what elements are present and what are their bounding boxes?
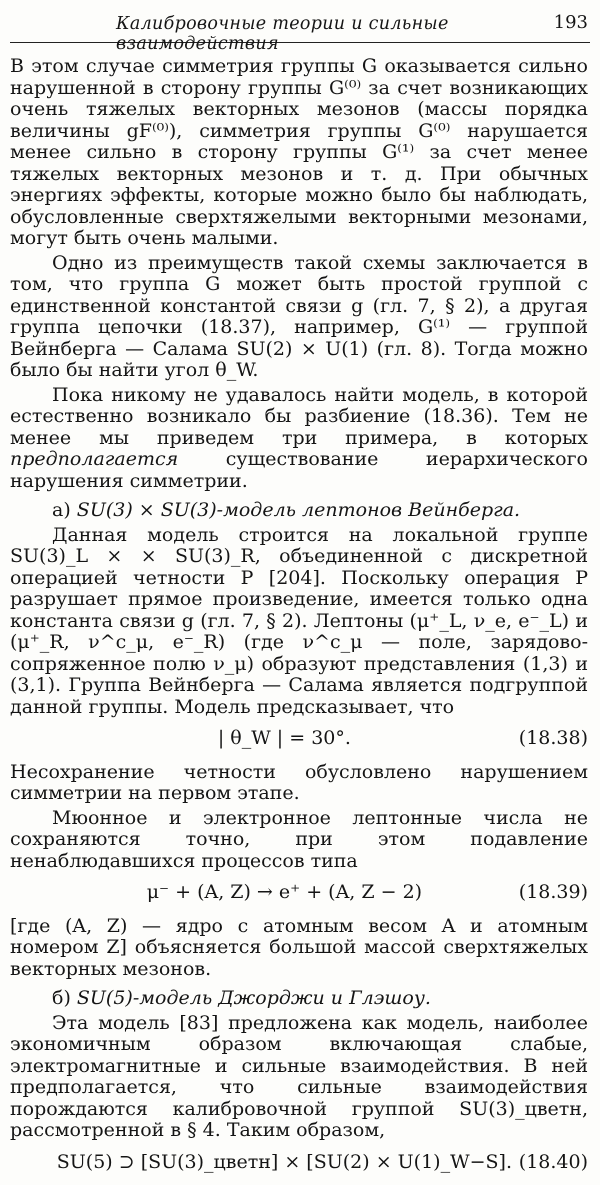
paragraph-5: Несохранение четности обусловлено нарушением симметрии на первом этапе. — [10, 760, 588, 804]
equation-expression: μ⁻ + (A, Z) → e⁺ + (A, Z − 2) — [146, 881, 423, 903]
paragraph-3-emphasis: предполагается — [10, 448, 179, 470]
equation-number: (18.40) — [518, 1150, 588, 1173]
paragraph-6: Мюонное и электронное лептонные числа не сохраняются точно, при этом подавление ненаблюдавшихся процессов типа — [10, 806, 588, 872]
paragraph-2: Одно из преимуществ такой схемы заключается в том, что группа G может быть простой группой с единственной константой связи g (гл. 7, § 2), а другая группа цепочки (18.37), например, G⁽¹⁾ — группой Вейнберга — Салама SU(2) × U(1) (гл. 8). Тогда можно было бы найти угол θ_W. — [10, 251, 588, 381]
body-text — [10, 56, 588, 1185]
equation-number: (18.39) — [518, 881, 588, 903]
equation-18-38 — [10, 728, 588, 750]
section-b-heading — [10, 988, 588, 1010]
paragraph-1: В этом случае симметрия группы G оказывается сильно нарушенной в сторону группы G⁽⁰⁾ за счет возникающих очень тяжелых векторных мезонов (массы порядка величины gF⁽⁰⁾), симметрия группы G⁽⁰⁾ нарушается менее сильно в сторону группы G⁽¹⁾ за счет менее тяжелых векторных мезонов и т. д. При обычных энергиях эффекты, которые можно было бы наблюдать, обусловленные сверхтяжелыми векторными мезонами, могут быть очень малыми. — [10, 55, 588, 249]
equation-expression: SU(5) ⊃ [SU(3)_цветн] × [SU(2) × U(1)_W−S]. — [56, 1150, 513, 1173]
section-b-marker: б) — [52, 987, 71, 1009]
paragraph-7: [где (A, Z) — ядро с атомным весом A и атомным номером Z] объясняется большой массой сверхтяжелых векторных мезонов. — [10, 914, 588, 980]
paragraph-4: Данная модель строится на локальной группе SU(3)_L × × SU(3)_R, объединенной с дискретной операцией четности P [204]. Поскольку операция P разрушает прямое произведение, имеется только одна константа связи g (гл. 7, § 2). Лептоны (μ⁺_L, ν_e, e⁻_L) и (μ⁺_R, ν^c_μ, e⁻_R) (где ν^c_μ — поле, зарядово-сопряженное полю ν_μ) образуют представления (1,3) и (3,1). Группа Вейнберга — Салама является подгруппой данной группы. Модель предсказывает, что — [10, 523, 588, 718]
paragraph-3-text-a: Пока никому не удавалось найти модель, в которой естественно возникало бы разбиение (18.36). Тем не менее мы приведем три примера, в которых — [10, 383, 588, 449]
section-a-marker: а) — [52, 499, 71, 521]
equation-18-39 — [10, 882, 588, 904]
section-a-title: SU(3) × SU(3)-модель лептонов Вейнберга. — [76, 499, 521, 521]
section-a-heading — [10, 500, 588, 522]
equation-expression: | θ_W | = 30°. — [217, 727, 351, 749]
paragraph-3-text-b: существование иерархического нарушения симметрии. — [10, 448, 588, 492]
page-number: 193 — [553, 12, 588, 33]
page-header — [10, 4, 590, 54]
paragraph-3 — [10, 385, 588, 493]
running-title: Калибровочные теории и сильные взаимодействия — [116, 14, 449, 54]
section-b-title: SU(5)-модель Джорджи и Глэшоу. — [76, 987, 431, 1009]
paragraph-8: Эта модель [83] предложена как модель, наиболее экономичным образом включающая слабые, электромагнитные и сильные взаимодействия. В ней предполагается, что сильные взаимодействия порождаются калибровочной группой SU(3)_цветн, рассмотренной в § 4. Таким образом, — [10, 1011, 588, 1141]
equation-number: (18.38) — [518, 727, 588, 749]
equation-18-40 — [10, 1152, 588, 1174]
